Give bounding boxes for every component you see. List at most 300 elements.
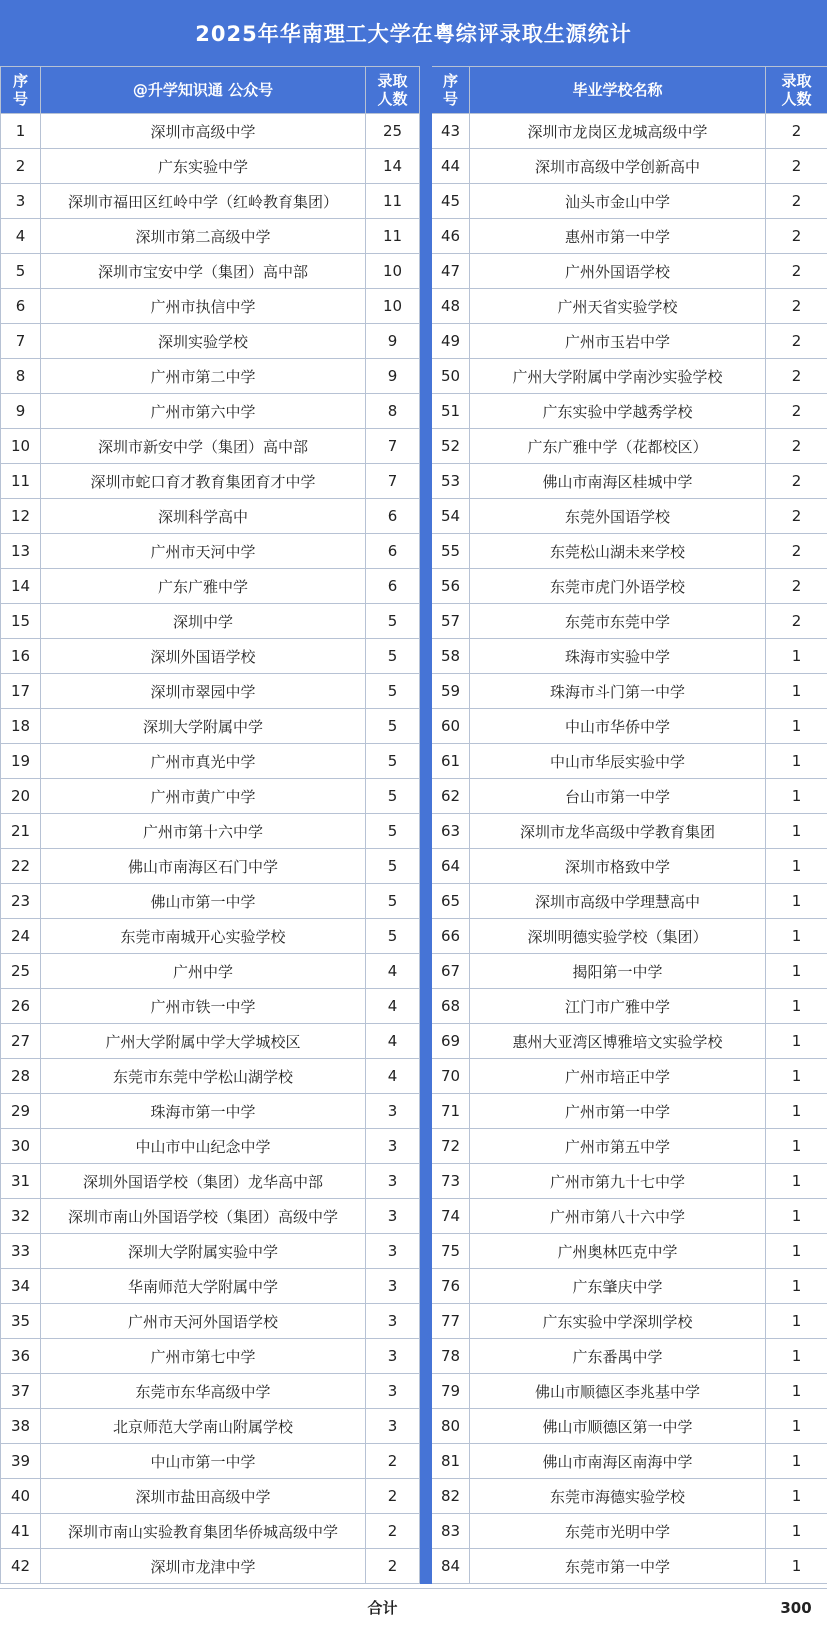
row-school-right: 广州市第一中学 <box>470 1094 766 1129</box>
column-separator <box>420 1304 432 1339</box>
table-row <box>1 464 827 499</box>
column-separator <box>420 1199 432 1234</box>
row-school-right: 广东实验中学越秀学校 <box>470 394 766 429</box>
table-row <box>1 324 827 359</box>
row-school-left: 深圳市翠园中学 <box>41 674 366 709</box>
row-count-right: 1 <box>766 1374 827 1409</box>
row-count-left: 6 <box>366 499 420 534</box>
table-row <box>1 394 827 429</box>
row-count-left: 3 <box>366 1304 420 1339</box>
table-row <box>1 744 827 779</box>
row-school-right: 汕头市金山中学 <box>470 184 766 219</box>
row-school-right: 惠州市第一中学 <box>470 219 766 254</box>
column-separator <box>420 464 432 499</box>
row-no-right: 57 <box>432 604 470 639</box>
row-no-right: 54 <box>432 499 470 534</box>
row-no-left: 21 <box>1 814 41 849</box>
row-school-left: 广州市真光中学 <box>41 744 366 779</box>
column-separator <box>420 1234 432 1269</box>
row-no-right: 79 <box>432 1374 470 1409</box>
row-no-left: 1 <box>1 114 41 149</box>
row-count-right: 2 <box>766 569 827 604</box>
column-separator <box>420 67 432 114</box>
row-count-left: 2 <box>366 1444 420 1479</box>
row-no-left: 14 <box>1 569 41 604</box>
column-separator <box>420 1339 432 1374</box>
row-count-right: 1 <box>766 954 827 989</box>
row-no-left: 12 <box>1 499 41 534</box>
row-no-left: 19 <box>1 744 41 779</box>
row-count-right: 2 <box>766 184 827 219</box>
row-count-right: 2 <box>766 254 827 289</box>
row-no-left: 15 <box>1 604 41 639</box>
row-school-right: 东莞市虎门外语学校 <box>470 569 766 604</box>
column-separator <box>420 1024 432 1059</box>
column-separator <box>420 779 432 814</box>
row-count-right: 2 <box>766 429 827 464</box>
row-no-left: 34 <box>1 1269 41 1304</box>
table-row <box>1 1339 827 1374</box>
row-school-right: 中山市华辰实验中学 <box>470 744 766 779</box>
column-separator <box>420 849 432 884</box>
row-school-right: 佛山市南海区南海中学 <box>470 1444 766 1479</box>
row-school-right: 广州外国语学校 <box>470 254 766 289</box>
row-count-right: 1 <box>766 1479 827 1514</box>
row-no-right: 64 <box>432 849 470 884</box>
row-school-left: 深圳市福田区红岭中学（红岭教育集团） <box>41 184 366 219</box>
row-count-left: 3 <box>366 1409 420 1444</box>
table-row <box>1 1304 827 1339</box>
row-school-right: 广东番禺中学 <box>470 1339 766 1374</box>
table-row <box>1 1199 827 1234</box>
row-no-left: 4 <box>1 219 41 254</box>
row-count-left: 3 <box>366 1094 420 1129</box>
row-count-left: 2 <box>366 1549 420 1584</box>
row-count-left: 5 <box>366 919 420 954</box>
table-row <box>1 1514 827 1549</box>
table-row <box>1 359 827 394</box>
row-school-right: 广州市培正中学 <box>470 1059 766 1094</box>
column-separator <box>420 1164 432 1199</box>
row-school-left: 广州市天河外国语学校 <box>41 1304 366 1339</box>
row-no-left: 27 <box>1 1024 41 1059</box>
column-separator <box>420 884 432 919</box>
row-count-left: 7 <box>366 429 420 464</box>
row-no-left: 25 <box>1 954 41 989</box>
row-school-left: 北京师范大学南山附属学校 <box>41 1409 366 1444</box>
table-row <box>1 1094 827 1129</box>
row-count-left: 3 <box>366 1269 420 1304</box>
column-separator <box>420 569 432 604</box>
row-school-right: 揭阳第一中学 <box>470 954 766 989</box>
row-count-left: 6 <box>366 534 420 569</box>
row-count-right: 1 <box>766 1549 827 1584</box>
column-separator <box>420 639 432 674</box>
row-no-left: 38 <box>1 1409 41 1444</box>
header-watermark-left: @升学知识通 公众号 <box>41 67 366 114</box>
column-separator <box>420 429 432 464</box>
row-school-left: 深圳市高级中学 <box>41 114 366 149</box>
table-row <box>1 1374 827 1409</box>
table-row <box>1 1549 827 1584</box>
row-no-right: 56 <box>432 569 470 604</box>
row-count-left: 2 <box>366 1514 420 1549</box>
row-school-right: 东莞市第一中学 <box>470 1549 766 1584</box>
row-no-left: 30 <box>1 1129 41 1164</box>
row-no-right: 58 <box>432 639 470 674</box>
row-count-right: 1 <box>766 744 827 779</box>
table-header-row <box>1 67 827 114</box>
row-school-right: 深圳市龙岗区龙城高级中学 <box>470 114 766 149</box>
row-count-right: 1 <box>766 1164 827 1199</box>
row-school-right: 佛山市南海区桂城中学 <box>470 464 766 499</box>
row-count-left: 10 <box>366 289 420 324</box>
row-school-right: 广州天省实验学校 <box>470 289 766 324</box>
row-count-left: 10 <box>366 254 420 289</box>
table-row <box>1 429 827 464</box>
row-school-left: 深圳市南山实验教育集团华侨城高级中学 <box>41 1514 366 1549</box>
row-no-right: 73 <box>432 1164 470 1199</box>
row-school-right: 惠州大亚湾区博雅培文实验学校 <box>470 1024 766 1059</box>
row-count-left: 4 <box>366 1059 420 1094</box>
row-count-left: 5 <box>366 604 420 639</box>
column-separator <box>420 954 432 989</box>
column-separator <box>420 1549 432 1584</box>
row-no-right: 61 <box>432 744 470 779</box>
column-separator <box>420 219 432 254</box>
table-row <box>1 1409 827 1444</box>
table-row <box>1 779 827 814</box>
row-count-left: 4 <box>366 954 420 989</box>
row-no-right: 48 <box>432 289 470 324</box>
row-count-left: 5 <box>366 639 420 674</box>
row-no-left: 33 <box>1 1234 41 1269</box>
row-count-right: 1 <box>766 1234 827 1269</box>
row-no-right: 60 <box>432 709 470 744</box>
table-row <box>1 1059 827 1094</box>
total-row <box>0 1588 827 1626</box>
row-no-left: 40 <box>1 1479 41 1514</box>
row-count-right: 2 <box>766 289 827 324</box>
row-school-left: 深圳市南山外国语学校（集团）高级中学 <box>41 1199 366 1234</box>
row-count-right: 2 <box>766 219 827 254</box>
table-row <box>1 639 827 674</box>
row-no-left: 32 <box>1 1199 41 1234</box>
column-separator <box>420 709 432 744</box>
table-row <box>1 1269 827 1304</box>
row-no-right: 47 <box>432 254 470 289</box>
column-separator <box>420 1059 432 1094</box>
row-no-right: 71 <box>432 1094 470 1129</box>
row-no-left: 31 <box>1 1164 41 1199</box>
row-no-right: 45 <box>432 184 470 219</box>
row-no-left: 23 <box>1 884 41 919</box>
row-no-left: 39 <box>1 1444 41 1479</box>
column-separator <box>420 184 432 219</box>
header-no-right: 序号 <box>432 67 470 114</box>
row-count-left: 11 <box>366 219 420 254</box>
total-label: 合计 <box>367 1599 398 1617</box>
row-no-right: 66 <box>432 919 470 954</box>
column-separator <box>420 1514 432 1549</box>
row-no-left: 2 <box>1 149 41 184</box>
row-no-left: 8 <box>1 359 41 394</box>
row-count-right: 1 <box>766 674 827 709</box>
row-no-left: 17 <box>1 674 41 709</box>
table-row <box>1 849 827 884</box>
row-school-left: 广州市铁一中学 <box>41 989 366 1024</box>
row-school-right: 深圳市高级中学理慧高中 <box>470 884 766 919</box>
row-count-left: 5 <box>366 814 420 849</box>
row-school-right: 广东广雅中学（花都校区） <box>470 429 766 464</box>
table-row <box>1 219 827 254</box>
table-row <box>1 919 827 954</box>
row-count-left: 11 <box>366 184 420 219</box>
row-no-right: 52 <box>432 429 470 464</box>
row-no-right: 43 <box>432 114 470 149</box>
row-no-left: 7 <box>1 324 41 359</box>
row-school-right: 广东实验中学深圳学校 <box>470 1304 766 1339</box>
row-school-right: 广州市第五中学 <box>470 1129 766 1164</box>
column-separator <box>420 114 432 149</box>
row-no-left: 16 <box>1 639 41 674</box>
row-no-right: 50 <box>432 359 470 394</box>
table-row <box>1 954 827 989</box>
row-school-right: 东莞松山湖未来学校 <box>470 534 766 569</box>
row-school-left: 深圳大学附属实验中学 <box>41 1234 366 1269</box>
total-value: 300 <box>780 1598 812 1617</box>
row-school-left: 深圳实验学校 <box>41 324 366 359</box>
row-school-right: 深圳市龙华高级中学教育集团 <box>470 814 766 849</box>
row-no-right: 44 <box>432 149 470 184</box>
row-count-right: 1 <box>766 779 827 814</box>
row-school-left: 广东广雅中学 <box>41 569 366 604</box>
row-no-right: 74 <box>432 1199 470 1234</box>
row-count-right: 2 <box>766 604 827 639</box>
row-count-left: 8 <box>366 394 420 429</box>
row-no-left: 5 <box>1 254 41 289</box>
row-no-right: 68 <box>432 989 470 1024</box>
column-separator <box>420 1129 432 1164</box>
row-count-left: 4 <box>366 1024 420 1059</box>
row-school-left: 深圳外国语学校（集团）龙华高中部 <box>41 1164 366 1199</box>
row-school-right: 东莞市光明中学 <box>470 1514 766 1549</box>
row-no-left: 42 <box>1 1549 41 1584</box>
row-count-left: 9 <box>366 359 420 394</box>
table-row <box>1 499 827 534</box>
row-school-left: 东莞市东莞中学松山湖学校 <box>41 1059 366 1094</box>
row-count-right: 1 <box>766 1304 827 1339</box>
row-school-right: 深圳市高级中学创新高中 <box>470 149 766 184</box>
row-no-right: 67 <box>432 954 470 989</box>
row-count-right: 1 <box>766 1199 827 1234</box>
row-no-right: 83 <box>432 1514 470 1549</box>
table-row <box>1 184 827 219</box>
row-no-left: 26 <box>1 989 41 1024</box>
row-school-right: 广州市玉岩中学 <box>470 324 766 359</box>
header-no-left: 序号 <box>1 67 41 114</box>
row-school-left: 广州市天河中学 <box>41 534 366 569</box>
column-separator <box>420 534 432 569</box>
row-no-right: 77 <box>432 1304 470 1339</box>
row-school-right: 广州大学附属中学南沙实验学校 <box>470 359 766 394</box>
column-separator <box>420 1094 432 1129</box>
row-count-left: 4 <box>366 989 420 1024</box>
row-no-left: 20 <box>1 779 41 814</box>
row-count-right: 2 <box>766 394 827 429</box>
column-separator <box>420 149 432 184</box>
row-count-right: 1 <box>766 1444 827 1479</box>
header-count-left: 录取人数 <box>366 67 420 114</box>
row-no-right: 76 <box>432 1269 470 1304</box>
row-count-right: 1 <box>766 1514 827 1549</box>
row-count-left: 3 <box>366 1199 420 1234</box>
row-school-left: 华南师范大学附属中学 <box>41 1269 366 1304</box>
column-separator <box>420 289 432 324</box>
row-school-left: 广州市第二中学 <box>41 359 366 394</box>
table-row <box>1 1479 827 1514</box>
row-school-left: 深圳市蛇口育才教育集团育才中学 <box>41 464 366 499</box>
row-no-left: 10 <box>1 429 41 464</box>
row-count-right: 1 <box>766 1269 827 1304</box>
row-no-left: 37 <box>1 1374 41 1409</box>
row-count-right: 1 <box>766 1409 827 1444</box>
row-count-left: 9 <box>366 324 420 359</box>
row-school-left: 东莞市东华高级中学 <box>41 1374 366 1409</box>
row-school-right: 广州市第九十七中学 <box>470 1164 766 1199</box>
row-count-right: 1 <box>766 814 827 849</box>
table-row <box>1 1164 827 1199</box>
table-row <box>1 604 827 639</box>
row-no-left: 41 <box>1 1514 41 1549</box>
column-separator <box>420 1374 432 1409</box>
row-count-left: 3 <box>366 1374 420 1409</box>
row-school-right: 珠海市斗门第一中学 <box>470 674 766 709</box>
row-school-left: 佛山市第一中学 <box>41 884 366 919</box>
row-count-left: 3 <box>366 1164 420 1199</box>
row-count-left: 2 <box>366 1479 420 1514</box>
row-no-right: 62 <box>432 779 470 814</box>
row-school-right: 东莞市海德实验学校 <box>470 1479 766 1514</box>
table-row <box>1 1024 827 1059</box>
table-row <box>1 569 827 604</box>
table-row <box>1 674 827 709</box>
table-row <box>1 289 827 324</box>
row-no-left: 24 <box>1 919 41 954</box>
row-school-right: 珠海市实验中学 <box>470 639 766 674</box>
header-school-right: 毕业学校名称 <box>470 67 766 114</box>
column-separator <box>420 1479 432 1514</box>
row-school-left: 深圳外国语学校 <box>41 639 366 674</box>
row-school-left: 广州中学 <box>41 954 366 989</box>
row-school-left: 深圳市新安中学（集团）高中部 <box>41 429 366 464</box>
row-count-right: 2 <box>766 324 827 359</box>
column-separator <box>420 359 432 394</box>
row-school-right: 深圳市格致中学 <box>470 849 766 884</box>
row-school-left: 中山市中山纪念中学 <box>41 1129 366 1164</box>
column-separator <box>420 394 432 429</box>
row-no-right: 63 <box>432 814 470 849</box>
row-school-left: 广东实验中学 <box>41 149 366 184</box>
row-no-left: 22 <box>1 849 41 884</box>
row-count-left: 6 <box>366 569 420 604</box>
row-school-right: 广东肇庆中学 <box>470 1269 766 1304</box>
row-school-right: 江门市广雅中学 <box>470 989 766 1024</box>
row-school-left: 中山市第一中学 <box>41 1444 366 1479</box>
column-separator <box>420 744 432 779</box>
row-count-left: 5 <box>366 744 420 779</box>
column-separator <box>420 604 432 639</box>
row-count-left: 25 <box>366 114 420 149</box>
row-school-left: 广州市黄广中学 <box>41 779 366 814</box>
row-no-right: 84 <box>432 1549 470 1584</box>
row-count-right: 2 <box>766 464 827 499</box>
row-count-left: 3 <box>366 1339 420 1374</box>
row-school-right: 深圳明德实验学校（集团） <box>470 919 766 954</box>
row-school-left: 广州市第十六中学 <box>41 814 366 849</box>
table-row <box>1 884 827 919</box>
table-row <box>1 254 827 289</box>
row-no-right: 69 <box>432 1024 470 1059</box>
row-no-left: 36 <box>1 1339 41 1374</box>
column-separator <box>420 989 432 1024</box>
row-school-right: 东莞外国语学校 <box>470 499 766 534</box>
row-school-left: 深圳科学高中 <box>41 499 366 534</box>
column-separator <box>420 814 432 849</box>
table-row <box>1 1129 827 1164</box>
row-count-right: 1 <box>766 639 827 674</box>
row-no-left: 35 <box>1 1304 41 1339</box>
table-row <box>1 989 827 1024</box>
row-school-left: 深圳大学附属中学 <box>41 709 366 744</box>
row-school-right: 中山市华侨中学 <box>470 709 766 744</box>
row-school-left: 佛山市南海区石门中学 <box>41 849 366 884</box>
column-separator <box>420 324 432 359</box>
row-count-left: 5 <box>366 779 420 814</box>
row-school-right: 佛山市顺德区李兆基中学 <box>470 1374 766 1409</box>
column-separator <box>420 254 432 289</box>
row-no-left: 11 <box>1 464 41 499</box>
row-count-left: 3 <box>366 1234 420 1269</box>
row-count-right: 1 <box>766 849 827 884</box>
row-count-right: 1 <box>766 1024 827 1059</box>
row-school-right: 广州奥林匹克中学 <box>470 1234 766 1269</box>
row-school-left: 广州大学附属中学大学城校区 <box>41 1024 366 1059</box>
admission-table <box>0 66 827 1584</box>
row-count-right: 1 <box>766 1129 827 1164</box>
row-count-left: 3 <box>366 1129 420 1164</box>
row-no-left: 3 <box>1 184 41 219</box>
row-school-left: 广州市第七中学 <box>41 1339 366 1374</box>
column-separator <box>420 1444 432 1479</box>
row-no-right: 75 <box>432 1234 470 1269</box>
row-no-right: 80 <box>432 1409 470 1444</box>
row-no-left: 18 <box>1 709 41 744</box>
row-no-right: 81 <box>432 1444 470 1479</box>
row-school-right: 广州市第八十六中学 <box>470 1199 766 1234</box>
sheet-title: 2025年华南理工大学在粤综评录取生源统计 <box>0 0 827 66</box>
row-no-right: 65 <box>432 884 470 919</box>
row-school-left: 深圳市盐田高级中学 <box>41 1479 366 1514</box>
column-separator <box>420 1269 432 1304</box>
row-no-right: 70 <box>432 1059 470 1094</box>
table-row <box>1 709 827 744</box>
row-school-right: 佛山市顺德区第一中学 <box>470 1409 766 1444</box>
row-no-right: 49 <box>432 324 470 359</box>
table-row <box>1 1444 827 1479</box>
row-count-left: 14 <box>366 149 420 184</box>
row-no-left: 13 <box>1 534 41 569</box>
